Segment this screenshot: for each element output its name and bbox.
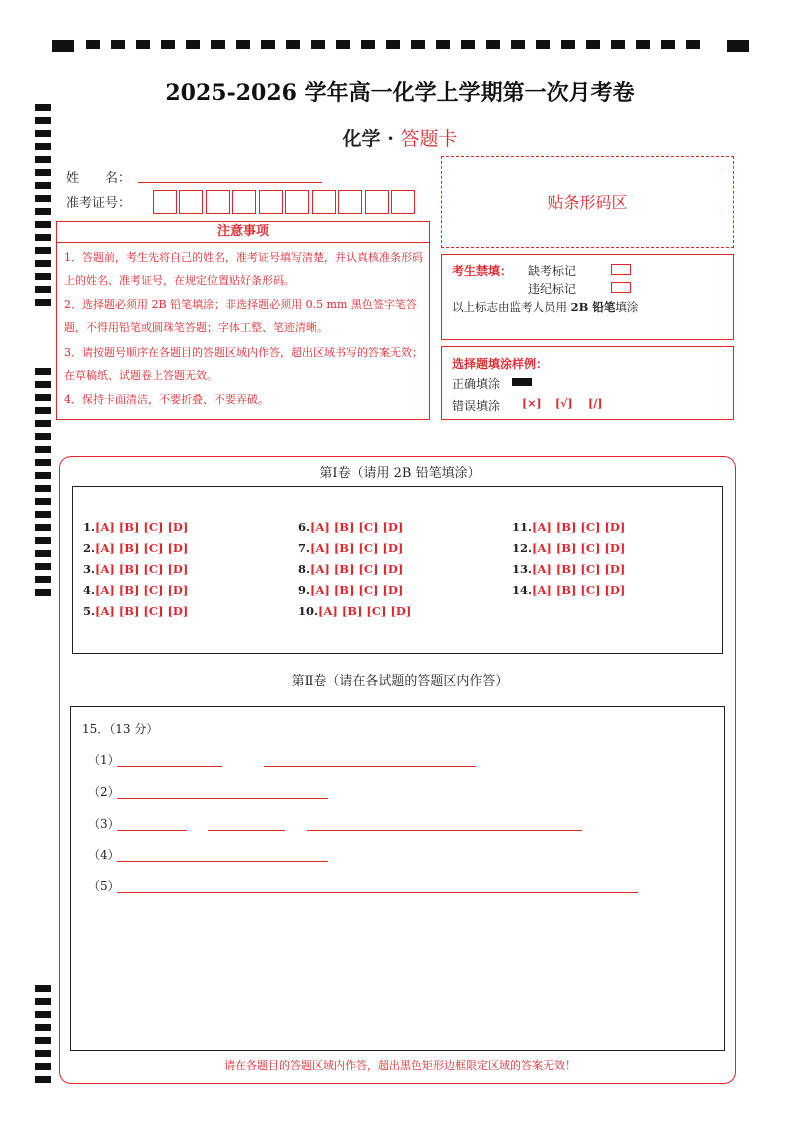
id-digit-box[interactable] bbox=[312, 190, 336, 214]
answer-line[interactable] bbox=[117, 861, 328, 862]
choice-question-13[interactable]: 13.[A] [B] [C] [D] bbox=[512, 562, 626, 576]
id-digit-box[interactable] bbox=[338, 190, 362, 214]
violation-mark-box[interactable] bbox=[611, 282, 631, 293]
choice-question-8[interactable]: 8.[A] [B] [C] [D] bbox=[298, 562, 404, 576]
choice-question-9[interactable]: 9.[A] [B] [C] [D] bbox=[298, 583, 404, 597]
absent-label: 缺考标记 bbox=[528, 264, 577, 278]
card-label: 答题卡 bbox=[400, 128, 458, 150]
choice-question-6[interactable]: 6.[A] [B] [C] [D] bbox=[298, 520, 404, 534]
name-field[interactable] bbox=[138, 182, 322, 183]
out-of-area-warning: 请在各题目的答题区域内作答，超出黑色矩形边框限定区域的答案无效！ bbox=[224, 1059, 576, 1072]
question-15-title: 15．（13 分） bbox=[82, 722, 159, 736]
notice-item: 1．答题前，考生先将自己的姓名，准考证号填写清楚，并认真核准条形码上的姓名、准考证号，在规定位置贴好条形码。 bbox=[64, 251, 423, 287]
choice-question-3[interactable]: 3.[A] [B] [C] [D] bbox=[83, 562, 189, 576]
answer-line[interactable] bbox=[117, 766, 222, 767]
sub-question-4-label: （4） bbox=[88, 848, 120, 862]
forbidden-note bbox=[452, 299, 638, 315]
choice-question-5[interactable]: 5.[A] [B] [C] [D] bbox=[83, 604, 189, 618]
choice-question-10[interactable]: 10.[A] [B] [C] [D] bbox=[298, 604, 412, 618]
name-label: 姓 名： bbox=[66, 171, 132, 186]
answer-line[interactable] bbox=[264, 766, 476, 767]
forbidden-title: 考生禁填： bbox=[452, 264, 513, 278]
id-digit-box[interactable] bbox=[153, 190, 177, 214]
wrong-label: 错误填涂 bbox=[452, 399, 501, 413]
note-post: 填涂 bbox=[615, 300, 639, 314]
absent-mark-box[interactable] bbox=[611, 264, 631, 275]
answer-line[interactable] bbox=[208, 830, 285, 831]
choice-question-1[interactable]: 1.[A] [B] [C] [D] bbox=[83, 520, 189, 534]
note-pre: 以上标志由监考人员用 bbox=[452, 300, 571, 314]
id-digit-box[interactable] bbox=[232, 190, 256, 214]
notice-item: 4．保持卡面清洁，不要折叠、不要弄破。 bbox=[64, 393, 269, 406]
part2-title: 第Ⅱ卷（请在各试题的答题区内作答） bbox=[291, 674, 509, 689]
notice-item: 2．选择题必须用 2B 铅笔填涂；非选择题必须用 0.5 mm 黑色签字笔答题，不得用铅笔或圆珠笔答题；字体工整、笔迹清晰。 bbox=[64, 298, 417, 334]
id-digit-box[interactable] bbox=[259, 190, 283, 214]
answer-line[interactable] bbox=[307, 830, 582, 831]
choice-question-4[interactable]: 4.[A] [B] [C] [D] bbox=[83, 583, 189, 597]
sub-question-1-label: （1） bbox=[88, 753, 120, 767]
id-digit-box[interactable] bbox=[179, 190, 203, 214]
part1-title: 第Ⅰ卷（请用 2B 铅笔填涂） bbox=[319, 466, 481, 481]
dot-separator: · bbox=[387, 128, 394, 150]
correct-fill-sample bbox=[512, 378, 532, 386]
card-subtitle bbox=[0, 124, 800, 151]
id-label: 准考证号： bbox=[66, 196, 132, 211]
barcode-label: 贴条形码区 bbox=[547, 193, 628, 212]
id-digit-box[interactable] bbox=[206, 190, 230, 214]
id-digit-box[interactable] bbox=[285, 190, 309, 214]
wrong-mark: [√] bbox=[555, 397, 573, 410]
answer-line[interactable] bbox=[117, 830, 187, 831]
correct-label: 正确填涂 bbox=[452, 377, 501, 391]
sub-question-2-label: （2） bbox=[88, 785, 120, 799]
choice-question-12[interactable]: 12.[A] [B] [C] [D] bbox=[512, 541, 626, 555]
sample-title: 选择题填涂样例： bbox=[452, 357, 549, 371]
page-title: 2025-2026 学年高一化学上学期第一次月考卷 bbox=[165, 80, 635, 106]
choice-question-2[interactable]: 2.[A] [B] [C] [D] bbox=[83, 541, 189, 555]
id-digit-box[interactable] bbox=[365, 190, 389, 214]
choice-question-7[interactable]: 7.[A] [B] [C] [D] bbox=[298, 541, 404, 555]
free-answer-area bbox=[70, 706, 725, 1051]
sub-question-5-label: （5） bbox=[88, 879, 120, 893]
barcode-area[interactable] bbox=[441, 156, 734, 248]
id-digit-box[interactable] bbox=[391, 190, 415, 214]
notice-title: 注意事项 bbox=[56, 221, 430, 243]
sub-question-3-label: （3） bbox=[88, 817, 120, 831]
choice-question-14[interactable]: 14.[A] [B] [C] [D] bbox=[512, 583, 626, 597]
wrong-mark: [×] bbox=[522, 397, 542, 410]
note-bold: 2B 铅笔 bbox=[570, 300, 616, 314]
violation-label: 违纪标记 bbox=[528, 282, 577, 296]
notice-item: 3．请按题号顺序在各题目的答题区域内作答，超出区域书写的答案无效；在草稿纸、试题卷上答题无效。 bbox=[64, 346, 423, 382]
answer-line[interactable] bbox=[117, 892, 638, 893]
subject-label: 化学 bbox=[342, 128, 381, 150]
answer-line[interactable] bbox=[117, 798, 328, 799]
choice-question-11[interactable]: 11.[A] [B] [C] [D] bbox=[512, 520, 626, 534]
wrong-mark: [/] bbox=[588, 397, 603, 410]
